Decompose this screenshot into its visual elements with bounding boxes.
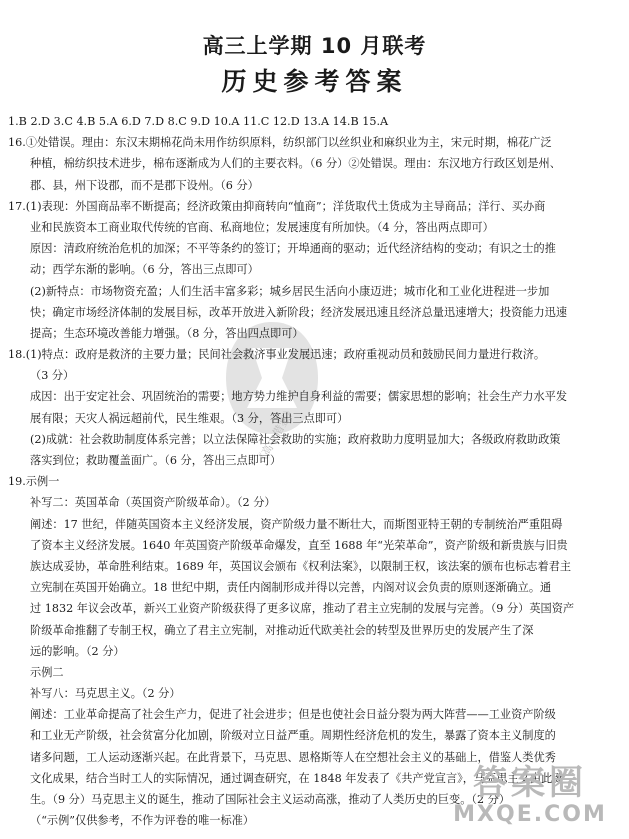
answer-line: 1.B 2.D 3.C 4.B 5.A 6.D 7.D 8.C 9.D 10.A 11.C 12.D 13.A 14.B 15.A <box>8 115 389 128</box>
answer-line: 落实到位；救助覆盖面广。（6 分，答出三点即可） <box>30 454 282 467</box>
answer-line: 原因：清政府统治危机的加深；不平等条约的签订；开埠通商的驱动；近代经济结构的变动；有识之士的推 <box>30 242 556 256</box>
answer-line: (2)新特点：市场物资充盈；人们生活丰富多彩；城乡居民生活向小康迈进；城市化和工业化进程进一步加 <box>30 284 550 298</box>
answer-line: 族达成妥协，革命胜利结束。1689 年，英国议会颁布《权利法案》，以限制王权，该法案的颁布也标志着君主 <box>30 559 572 573</box>
site-logo <box>445 763 615 833</box>
answer-line: 诸多问题，工人运动逐渐兴起。在此背景下，马克思、恩格斯等人在空想社会主义的基础上，借鉴人类优秀 <box>30 750 556 764</box>
answer-line: （3 分） <box>30 369 75 383</box>
answer-line: 文化成果，结合当时工人的实际情况，通过调查研究，在 1848 年发表了《共产党宣言》，马克思主义由此诞 <box>30 771 564 785</box>
watermark-text: 《高中借鉴》 <box>253 403 298 468</box>
page-subtitle: 历史参考答案 <box>221 67 408 96</box>
answer-line: 生。（9 分）马克思主义的诞生，推动了国际社会主义运动高涨，推动了人类历史的巨变。（2 分） <box>30 793 511 806</box>
answer-line: 18.(1)特点：政府是救济的主要力量；民间社会救济事业发展迅速；政府重视动员和鼓励民间力量进行救济。 <box>8 348 546 362</box>
answer-line: 立宪制在英国开始确立。18 世纪中期，责任内阁制形成并得以完善，内阁对议会负责的原则逐渐确立。通 <box>30 581 552 595</box>
answer-line: 和工业无产阶级，社会贫富分化加剧，阶级对立日益严重。周期性经济危机的发生，暴露了资本主义制度的 <box>30 729 556 743</box>
answer-line: 动；西学东渐的影响。（6 分，答出三点即可） <box>30 263 259 277</box>
answer-line: 成因：出于安定社会、巩固统治的需要；地方势力维护自身利益的需要；儒家思想的影响；社会生产力水平发 <box>30 390 568 404</box>
answer-line: 远的影响。（2 分） <box>30 644 125 658</box>
answer-line: 快；确定市场经济体制的发展目标，改革开放进入新阶段；经济发展迅速且经济总量迅速增大；投资能力迅速 <box>30 305 568 319</box>
logo-bottom-text: MXQE.COM <box>453 802 607 827</box>
page-title: 高三上学期 10 月联考 <box>202 34 427 58</box>
answer-line: 郡、县，州下设郡，而不是郡下设州。（6 分） <box>30 178 259 192</box>
answer-line: 示例二 <box>30 665 64 679</box>
answer-line: 过 1832 年议会改革，新兴工业资产阶级获得了更多议席，推动了君主立宪制的发展与完善。（9 分）英国资产 <box>30 602 575 616</box>
answer-line: （“示例”仅供参考，不作为评卷的唯一标准） <box>30 814 255 828</box>
answer-content <box>0 111 629 831</box>
answer-line: 种植，棉纺织技术进步，棉布逐渐成为人们的主要衣料。（6 分）②处错误。理由：东汉地方行政区划是州、 <box>30 157 561 171</box>
answer-line: (2)成就：社会救助制度体系完善；以立法保障社会救助的实施；政府救助力度明显加大；各级政府救助政策 <box>30 432 561 446</box>
answer-line: 阶级革命推翻了专制王权，确立了君主立宪制，对推动近代欧美社会的转型及世界历史的发展产生了深 <box>30 623 534 637</box>
answer-line: 展有限；天灾人祸远超前代，民生维艰。（3 分，答出三点即可） <box>30 411 349 425</box>
answer-line: 了资本主义经济发展。1640 年英国资产阶级革命爆发，直至 1688 年“光荣革命”，资产阶级和新贵族与旧贵 <box>30 538 568 552</box>
answer-line: 提高；生态环境改善能力增强。（8 分，答出四点即可） <box>30 326 304 340</box>
answer-line: 业和民族资本工商业取代传统的官商、私商地位；发展速度有所加快。（4 分，答出两点即可） <box>30 220 494 234</box>
answer-line: 19.示例一 <box>8 475 60 489</box>
logo-top-text: 答案圈 <box>473 763 587 803</box>
answer-line: 17.(1)表现：外国商品率不断提高；经济政策由抑商转向“恤商”；洋货取代土货成为主导商品；洋行、买办商 <box>8 199 546 213</box>
answer-line: 补写二：英国革命（英国资产阶级革命）。（2 分） <box>30 496 276 510</box>
answer-line: 阐述：工业革命提高了社会生产力，促进了社会进步；但是也使社会日益分裂为两大阵营——工业资产阶级 <box>30 708 556 722</box>
answer-line: 16.①处错误。理由：东汉末期棉花尚未用作纺织原料，纺织部门以丝织业和麻织业为主，宋元时期，棉花广泛 <box>8 136 552 150</box>
answer-line: 阐述：17 世纪，伴随英国资本主义经济发展，资产阶级力量不断壮大，而斯图亚特王朝的专制统治严重阻碍 <box>30 517 563 531</box>
answer-line: 补写八：马克思主义。（2 分） <box>30 687 181 701</box>
